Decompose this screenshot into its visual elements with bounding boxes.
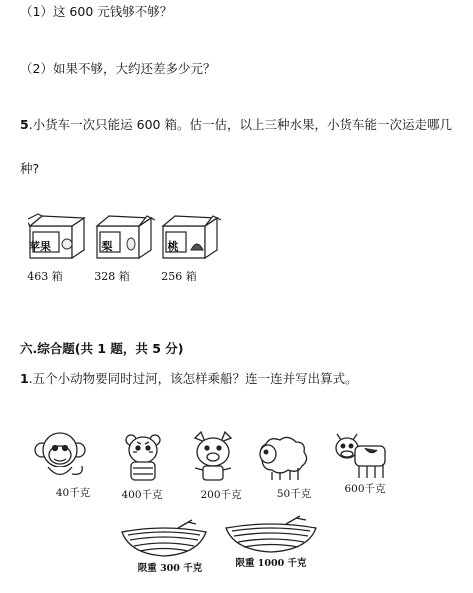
q5-text-cont: 种?: [20, 161, 40, 176]
q6-1-body: .五个小动物要同时过河，该怎样乘船？连一连并写出算式。: [28, 371, 358, 386]
animal-weight-pig: 200千克: [200, 489, 242, 501]
fruit-box-peach: [161, 212, 221, 262]
q5-body: .小货车一次只能运 600 箱。估一估，以上三种水果，小货车能一次运走哪几: [28, 117, 452, 132]
box-label-pear: 梨: [101, 240, 113, 253]
box-label-peach: 桃: [167, 240, 179, 253]
boat-icon: [118, 518, 210, 560]
q4-sub1: （1）这 600 元钱够不够？: [20, 4, 173, 19]
box-count-peach: 256 箱: [161, 270, 197, 283]
box-label-apple: 苹果: [29, 240, 51, 253]
fruit-box-apple: [28, 212, 88, 262]
tiger-icon: [115, 428, 171, 484]
q6-1-number: 1: [20, 371, 29, 386]
animal-weight-monkey: 40千克: [55, 487, 91, 499]
box-count-apple: 463 箱: [27, 270, 63, 283]
section6-heading: 六.综合题(共 1 题，共 5 分): [20, 341, 184, 356]
fruit-box-pear: [95, 212, 155, 262]
cow-icon: [331, 428, 391, 482]
box-count-pear: 328 箱: [94, 270, 130, 283]
q4-sub2: （2）如果不够，大约还差多少元？: [20, 61, 216, 76]
animal-weight-sheep: 50千克: [276, 488, 312, 500]
monkey-icon: [32, 428, 88, 484]
pig-icon: [185, 428, 241, 484]
boat-limit-300: 限重 300 千克: [137, 563, 203, 574]
q6-1-text: [20, 369, 358, 387]
q5-number: 5: [20, 117, 29, 132]
animal-weight-tiger: 400千克: [121, 489, 163, 501]
q5-text: [20, 115, 452, 133]
boat-limit-1000: 限重 1000 千克: [235, 558, 307, 569]
boat-icon: [222, 514, 320, 556]
animal-weight-cow: 600千克: [344, 483, 386, 495]
sheep-icon: [254, 430, 314, 484]
